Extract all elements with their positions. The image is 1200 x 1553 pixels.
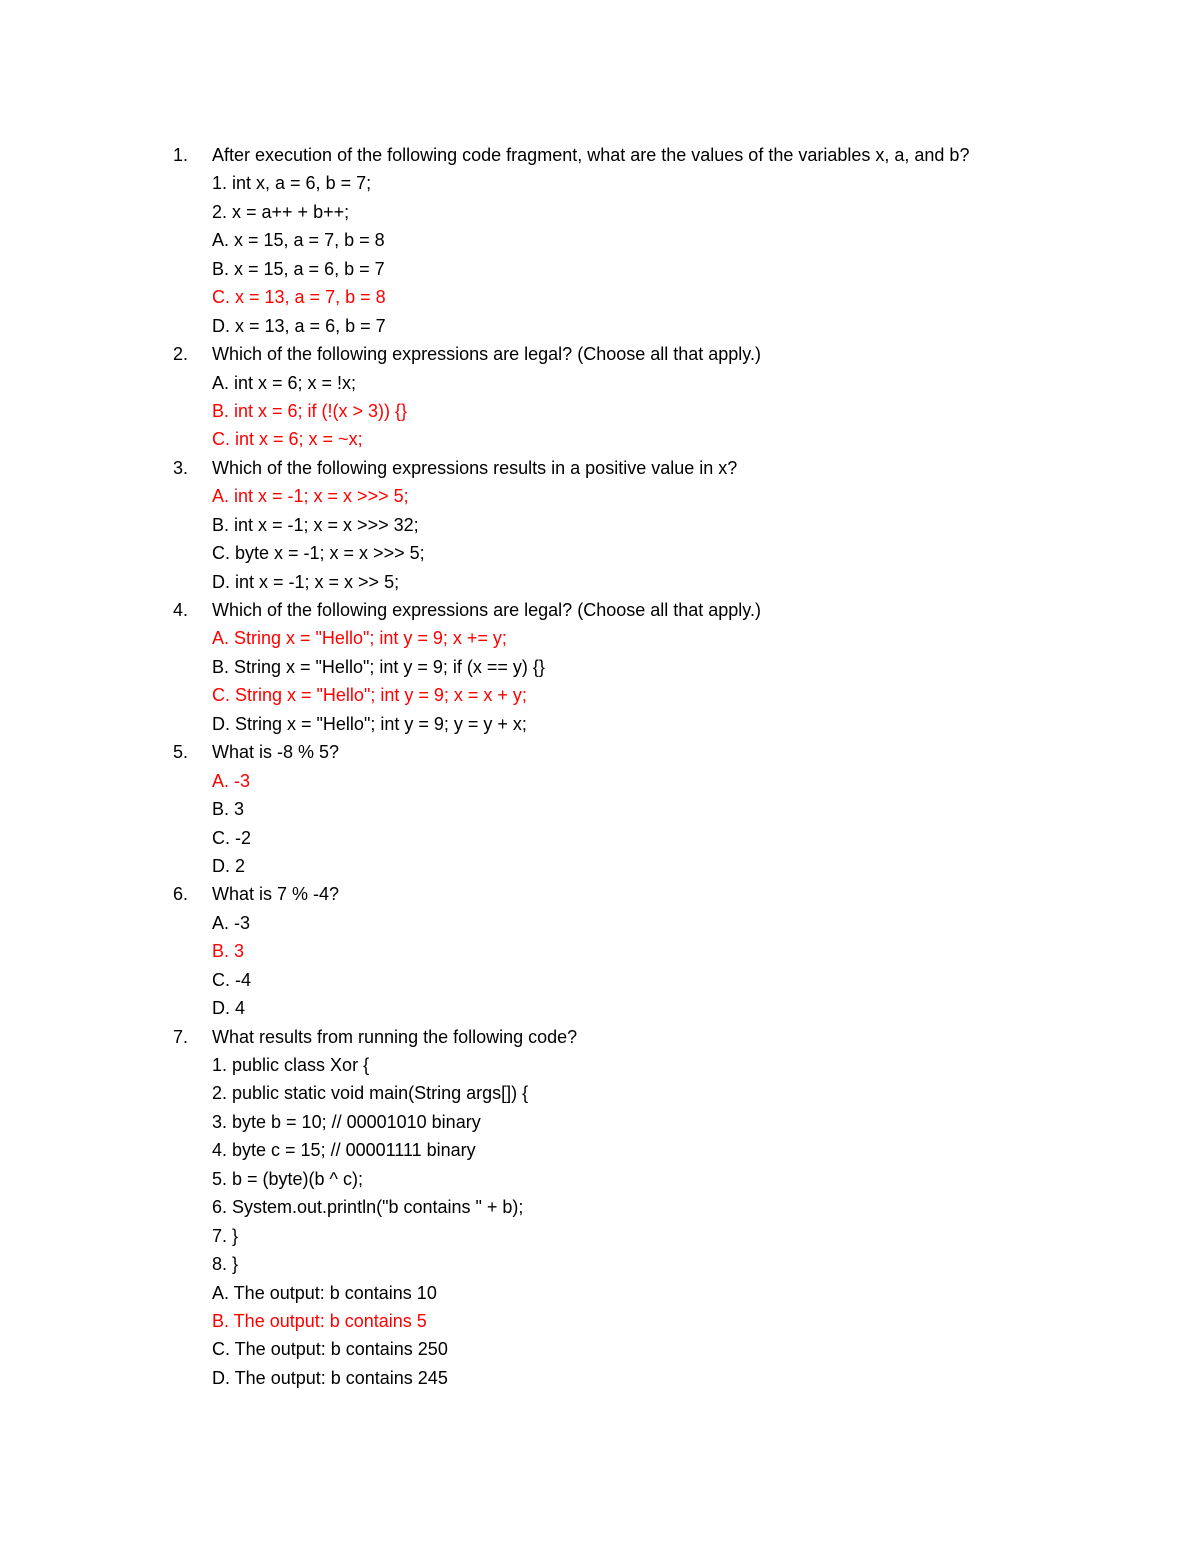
answer-option-correct: A. int x = -1; x = x >>> 5; [212, 486, 409, 507]
answer-option-correct: B. The output: b contains 5 [212, 1310, 427, 1331]
question-text: Which of the following expressions results in a positive value in x? [212, 457, 738, 478]
question-number: 7. [173, 1026, 189, 1047]
code-line: 5. b = (byte)(b ^ c); [212, 1168, 363, 1189]
answer-option-correct: B. int x = 6; if (!(x > 3)) {} [212, 400, 408, 421]
code-line: 2. public static void main(String args[]) { [212, 1083, 529, 1104]
answer-option: D. 2 [212, 855, 246, 876]
code-line: 1. int x, a = 6, b = 7; [212, 173, 372, 194]
question-header [0, 880, 1200, 908]
question-text: What is 7 % -4? [212, 884, 340, 905]
answer-option-correct: A. String x = "Hello"; int y = 9; x += y; [212, 628, 507, 649]
answer-option-correct: B. 3 [212, 941, 245, 962]
question-number: 2. [173, 344, 189, 365]
answer-option: C. byte x = -1; x = x >>> 5; [212, 543, 425, 564]
answer-option: B. 3 [212, 799, 245, 820]
question-3 [0, 454, 1200, 596]
question-text: Which of the following expressions are legal? (Choose all that apply.) [212, 344, 761, 365]
answer-option: A. int x = 6; x = !x; [212, 372, 357, 393]
answer-option: B. String x = "Hello"; int y = 9; if (x == y) {} [212, 656, 545, 677]
question-text: After execution of the following code fragment, what are the values of the variables x, a, and b? [212, 145, 970, 165]
question-1 [0, 141, 1200, 340]
answer-option: A. -3 [212, 912, 251, 933]
question-text: What is -8 % 5? [212, 742, 340, 763]
question-header [0, 141, 1200, 169]
question-list [0, 141, 1200, 1392]
code-line: 2. x = a++ + b++; [212, 201, 350, 222]
question-5 [0, 738, 1200, 880]
code-line: 6. System.out.println("b contains " + b); [212, 1197, 524, 1218]
answer-option: D. int x = -1; x = x >> 5; [212, 571, 400, 592]
question-number: 6. [173, 884, 189, 905]
question-4 [0, 596, 1200, 738]
question-header [0, 454, 1200, 482]
answer-option: B. x = 15, a = 6, b = 7 [212, 258, 385, 279]
question-text: What results from running the following code? [212, 1026, 578, 1047]
question-header [0, 738, 1200, 766]
code-line: 8. } [212, 1254, 239, 1275]
answer-option: C. -2 [212, 827, 252, 848]
answer-option: D. The output: b contains 245 [212, 1367, 448, 1388]
code-line: 3. byte b = 10; // 00001010 binary [212, 1111, 481, 1132]
code-line: 7. } [212, 1225, 239, 1246]
question-header [0, 1023, 1200, 1051]
question-number: 3. [173, 457, 189, 478]
answer-option: A. x = 15, a = 7, b = 8 [212, 230, 385, 251]
answer-option-correct: C. x = 13, a = 7, b = 8 [212, 287, 386, 308]
answer-option-correct: C. int x = 6; x = ~x; [212, 429, 363, 450]
question-header [0, 596, 1200, 624]
answer-option-correct: A. -3 [212, 770, 251, 791]
question-number: 5. [173, 742, 189, 763]
answer-option: D. 4 [212, 998, 246, 1019]
answer-option: D. x = 13, a = 6, b = 7 [212, 315, 386, 336]
answer-option: D. String x = "Hello"; int y = 9; y = y + x; [212, 713, 527, 734]
answer-option: C. -4 [212, 969, 252, 990]
question-text: Which of the following expressions are legal? (Choose all that apply.) [212, 600, 761, 620]
answer-option: A. The output: b contains 10 [212, 1282, 437, 1303]
answer-option-correct: C. String x = "Hello"; int y = 9; x = x + y; [212, 685, 527, 706]
question-7 [0, 1023, 1200, 1393]
question-6 [0, 880, 1200, 1022]
question-2 [0, 340, 1200, 454]
question-header [0, 340, 1200, 368]
question-number: 4. [173, 600, 189, 620]
code-line: 4. byte c = 15; // 00001111 binary [212, 1140, 476, 1161]
answer-option: C. The output: b contains 250 [212, 1339, 448, 1360]
question-number: 1. [173, 145, 189, 165]
answer-option: B. int x = -1; x = x >>> 32; [212, 514, 419, 535]
code-line: 1. public class Xor { [212, 1055, 370, 1075]
